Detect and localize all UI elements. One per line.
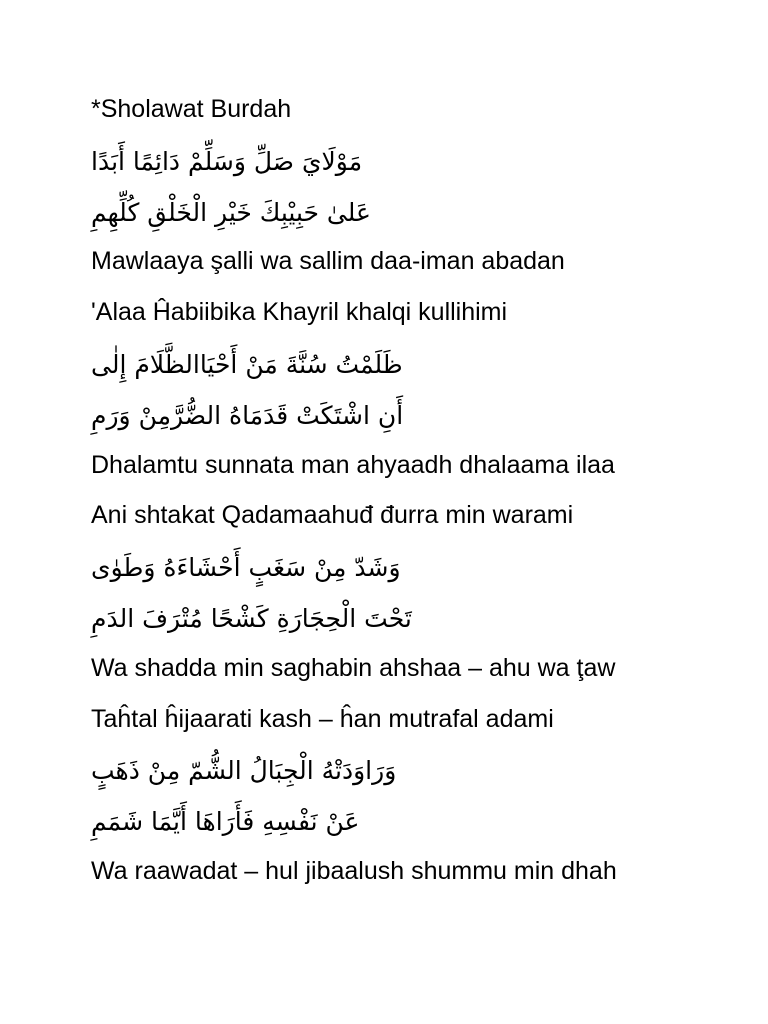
arabic-verse-line: تَحْتَ الْحِجَارَةِ كَشْحًا مُتْرَفَ الدَمِ bbox=[91, 603, 412, 633]
arabic-verse-line: وَرَاوَدَتْهُ الْجِبَالُ الشُّمّ مِنْ ذَهَبٍ bbox=[91, 756, 397, 786]
document-title: *Sholawat Burdah bbox=[91, 95, 292, 123]
transliteration-line: 'Alaa Ĥabiibika Khayril khalqi kullihimi bbox=[91, 298, 508, 327]
arabic-verse-line: وَشَدّ مِنْ سَغَبٍ أَحْشَاءَهُ وَطَوٰى bbox=[91, 553, 401, 583]
transliteration-line: Ani shtakat Qadamaahuđ đurra min warami bbox=[91, 501, 574, 530]
transliteration-line: Wa shadda min saghabin ahshaa – ahu wa ţaw bbox=[91, 653, 616, 682]
arabic-verse-line: عَلىٰ حَبِيْبِكَ خَيْرِ الْخَلْقِ كُلِّهِمِ bbox=[91, 197, 371, 227]
transliteration-line: Mawlaaya şalli wa sallim daa-iman abadan bbox=[91, 247, 565, 276]
arabic-verse-line: أَنِ اشْتَكَتْ قَدَمَاهُ الضُّرَّمِنْ وَرَمِ bbox=[91, 400, 404, 430]
arabic-verse-line: ظَلَمْتُ سُنَّةَ مَنْ أَحْيَاالظَّلَامَ إِلٰى bbox=[91, 349, 403, 379]
transliteration-line: Dhalamtu sunnata man ahyaadh dhalaama ilaa bbox=[91, 450, 615, 479]
transliteration-line: Taĥtal ĥijaarati kash – ĥan mutrafal adami bbox=[91, 704, 554, 733]
transliteration-line: Wa raawadat – hul jibaalush shummu min dhah bbox=[91, 856, 617, 885]
arabic-verse-line: مَوْلَايَ صَلِّ وَسَلِّمْ دَائِمًا أَبَدًا bbox=[91, 146, 363, 176]
document-page bbox=[91, 90, 731, 903]
arabic-verse-line: عَنْ نَفْسِهِ فَأَرَاهَا أَيَّمَا شَمَمِ bbox=[91, 807, 360, 837]
